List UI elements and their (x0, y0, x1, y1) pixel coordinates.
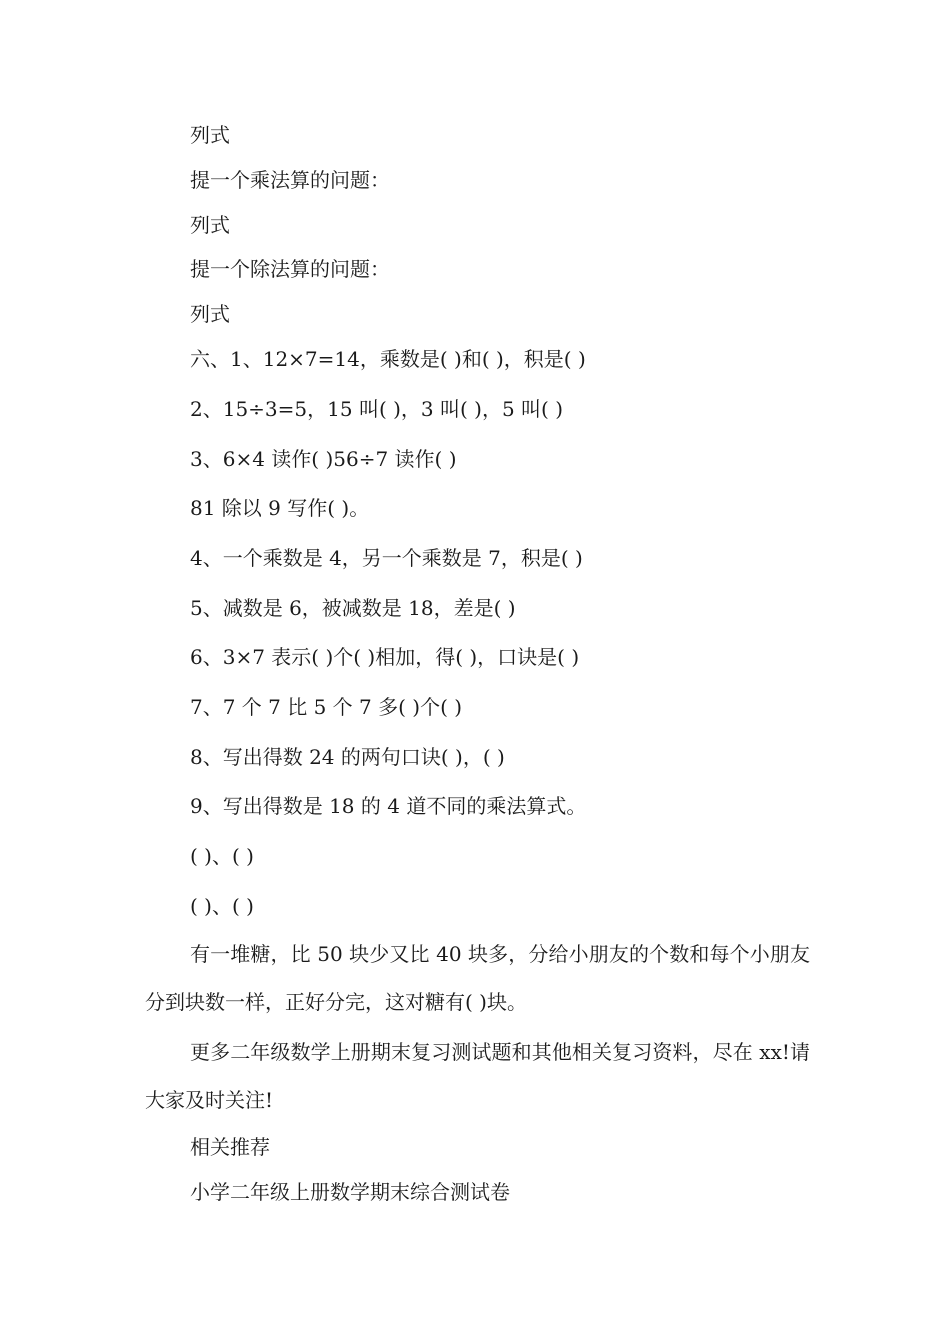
question-line: 8、写出得数 24 的两句口诀( )，( ) (190, 745, 505, 769)
text-line: 列式 (190, 123, 230, 147)
related-link[interactable]: 小学二年级上册数学期末综合测试卷 (190, 1180, 510, 1204)
more-resources-paragraph: 更多二年级数学上册期末复习测试题和其他相关复习资料，尽在 xx!请大家及时关注! (145, 1040, 810, 1112)
question-line: 81 除以 9 写作( )。 (190, 496, 370, 520)
text-line: 列式 (190, 302, 230, 326)
question-line: 5、减数是 6，被减数是 18，差是( ) (190, 596, 516, 620)
question-line: 9、写出得数是 18 的 4 道不同的乘法算式。 (190, 794, 587, 818)
question-line: 3、6×4 读作( )56÷7 读作( ) (190, 447, 457, 471)
answer-blank-line: ( )、( ) (190, 894, 254, 918)
answer-blank-line: ( )、( ) (190, 844, 254, 868)
text-line: 提一个乘法算的问题： (190, 168, 390, 192)
question-line: 6、3×7 表示( )个( )相加，得( )，口诀是( ) (190, 645, 580, 669)
question-line: 六、1、12×7=14，乘数是( )和( )，积是( ) (190, 347, 586, 371)
text-line: 提一个除法算的问题： (190, 257, 390, 281)
related-heading: 相关推荐 (190, 1135, 270, 1159)
question-line: 7、7 个 7 比 5 个 7 多( )个( ) (190, 695, 463, 719)
candy-problem-paragraph: 有一堆糖，比 50 块少又比 40 块多，分给小朋友的个数和每个小朋友分到块数一样，正好分完，这对糖有( )块。 (145, 942, 810, 1014)
text-line: 列式 (190, 213, 230, 237)
question-line: 2、15÷3=5，15 叫( )，3 叫( )，5 叫( ) (190, 397, 563, 421)
question-line: 4、一个乘数是 4，另一个乘数是 7，积是( ) (190, 546, 583, 570)
